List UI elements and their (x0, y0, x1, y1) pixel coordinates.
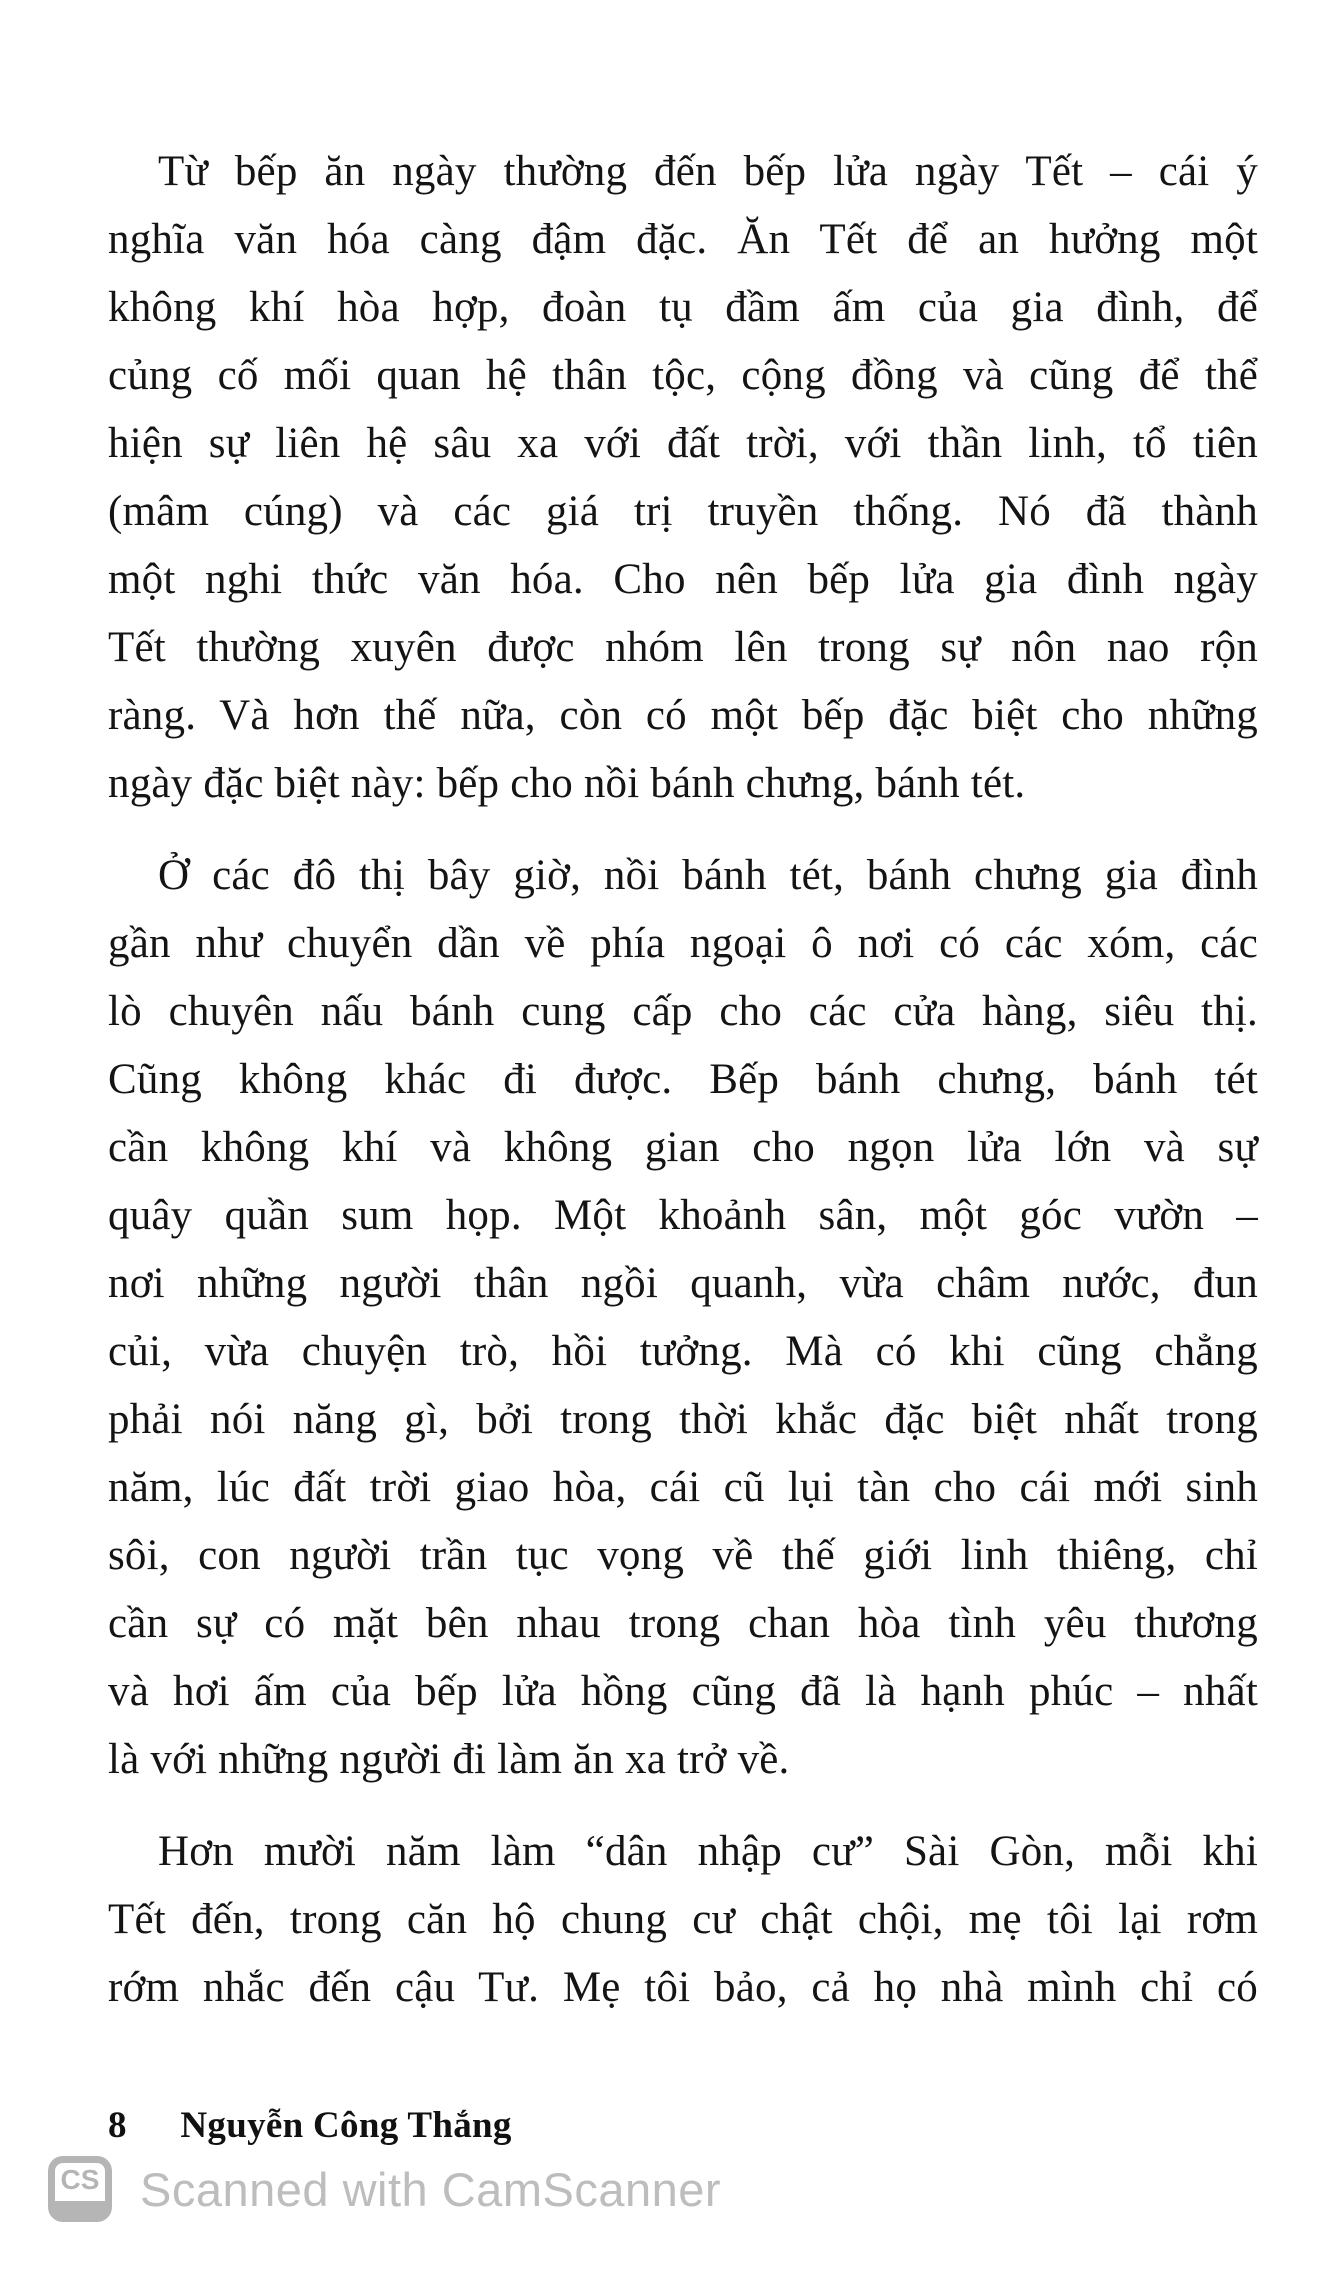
text-line: ràng. Và hơn thế nữa, còn có một bếp đặc biệt cho những (108, 692, 1258, 739)
text-line: sôi, con người trần tục vọng về thế giới linh thiêng, chỉ (108, 1532, 1258, 1579)
text-line: không khí hòa hợp, đoàn tụ đầm ấm của gia đình, để (108, 284, 1258, 331)
text-line: Tết đến, trong căn hộ chung cư chật chội, mẹ tôi lại rơm (108, 1896, 1258, 1943)
text-line: ngày đặc biệt này: bếp cho nồi bánh chưng, bánh tét. (108, 760, 1026, 807)
text-line: củi, vừa chuyện trò, hồi tưởng. Mà có khi cũng chẳng (108, 1328, 1258, 1375)
text-line: cần sự có mặt bên nhau trong chan hòa tình yêu thương (108, 1600, 1258, 1647)
camscanner-watermark (48, 2156, 721, 2222)
text-line: Từ bếp ăn ngày thường đến bếp lửa ngày Tết – cái ý (158, 148, 1258, 195)
text-line: rớm nhắc đến cậu Tư. Mẹ tôi bảo, cả họ nhà mình chỉ có (108, 1964, 1258, 2011)
page-footer (108, 2104, 512, 2147)
text-line: Tết thường xuyên được nhóm lên trong sự nôn nao rộn (108, 624, 1258, 671)
text-line: (mâm cúng) và các giá trị truyền thống. Nó đã thành (108, 488, 1258, 535)
text-line: năm, lúc đất trời giao hòa, cái cũ lụi tàn cho cái mới sinh (108, 1464, 1258, 1511)
camscanner-watermark-text: Scanned with CamScanner (140, 2162, 722, 2216)
text-line: củng cố mối quan hệ thân tộc, cộng đồng và cũng để thể (108, 352, 1258, 399)
text-line: là với những người đi làm ăn xa trở về. (108, 1736, 790, 1783)
paragraph-1 (108, 138, 1258, 818)
author-name: Nguyễn Công Thắng (180, 2105, 512, 2146)
text-line: hiện sự liên hệ sâu xa với đất trời, với thần linh, tổ tiên (108, 420, 1258, 467)
paragraph-2 (108, 842, 1258, 1794)
text-line: Hơn mười năm làm “dân nhập cư” Sài Gòn, mỗi khi (158, 1828, 1258, 1875)
text-line: một nghi thức văn hóa. Cho nên bếp lửa gia đình ngày (108, 556, 1258, 603)
text-line: Ở các đô thị bây giờ, nồi bánh tét, bánh chưng gia đình (158, 852, 1258, 899)
text-line: nghĩa văn hóa càng đậm đặc. Ăn Tết để an hưởng một (108, 216, 1258, 263)
text-line: và hơi ấm của bếp lửa hồng cũng đã là hạnh phúc – nhất (108, 1668, 1258, 1715)
text-line: cần không khí và không gian cho ngọn lửa lớn và sự (108, 1124, 1258, 1171)
text-line: quây quần sum họp. Một khoảnh sân, một góc vườn – (108, 1192, 1258, 1239)
paragraph-3 (108, 1818, 1258, 2022)
text-line: gần như chuyển dần về phía ngoại ô nơi có các xóm, các (108, 920, 1258, 967)
text-line: Cũng không khác đi được. Bếp bánh chưng, bánh tét (108, 1056, 1258, 1103)
body-text (108, 138, 1258, 2022)
page-number: 8 (108, 2105, 127, 2146)
text-line: lò chuyên nấu bánh cung cấp cho các cửa hàng, siêu thị. (108, 988, 1258, 1035)
camscanner-logo-base (54, 2201, 106, 2216)
camscanner-logo-letters: CS (60, 2164, 100, 2195)
text-line: phải nói năng gì, bởi trong thời khắc đặc biệt nhất trong (108, 1396, 1258, 1443)
camscanner-logo-icon (48, 2156, 112, 2222)
text-line: nơi những người thân ngồi quanh, vừa châm nước, đun (108, 1260, 1258, 1307)
